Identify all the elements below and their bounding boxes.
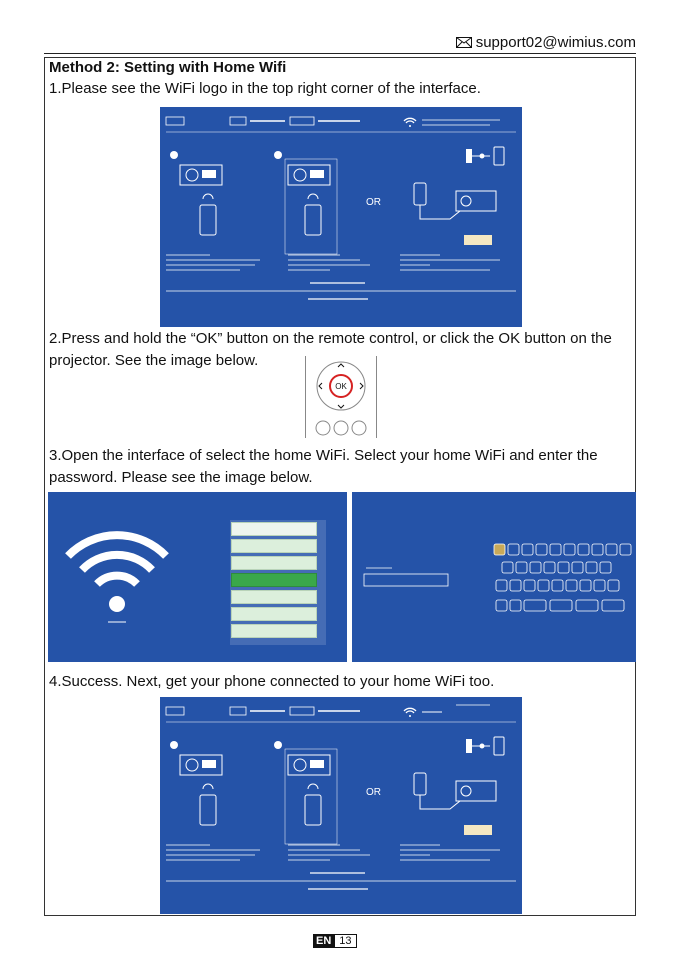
svg-text:OR: OR [366,197,381,208]
step-3-text: 3.Open the interface of select the home WiFi. Select your home WiFi and enter the password. Please see the image below. [49,447,598,486]
page-footer [313,934,357,948]
projector-screen-image-2 [160,697,522,914]
page-number: 13 [334,934,356,948]
svg-text:OR: OR [366,787,381,798]
ok-button-label: OK [335,382,347,391]
projector-screen-image-1 [160,107,522,327]
password-keyboard-screen-image [352,492,636,662]
section-title: Method 2: Setting with Home Wifi [49,59,287,76]
step-2-text: 2.Press and hold the “OK” button on the remote control, or click the OK button on the projector. See the image below. [49,330,612,369]
header-rule [44,53,636,54]
wifi-list-screen-image [48,492,347,662]
email-text: support02@wimius.com [475,34,636,51]
language-badge: EN [313,934,334,948]
step-4-text: 4.Success. Next, get your phone connected to your home WiFi too. [49,673,495,690]
header-email [456,34,636,51]
envelope-icon [456,37,472,48]
remote-control-image [305,356,377,438]
step-1-text: 1.Please see the WiFi logo in the top right corner of the interface. [49,80,481,97]
